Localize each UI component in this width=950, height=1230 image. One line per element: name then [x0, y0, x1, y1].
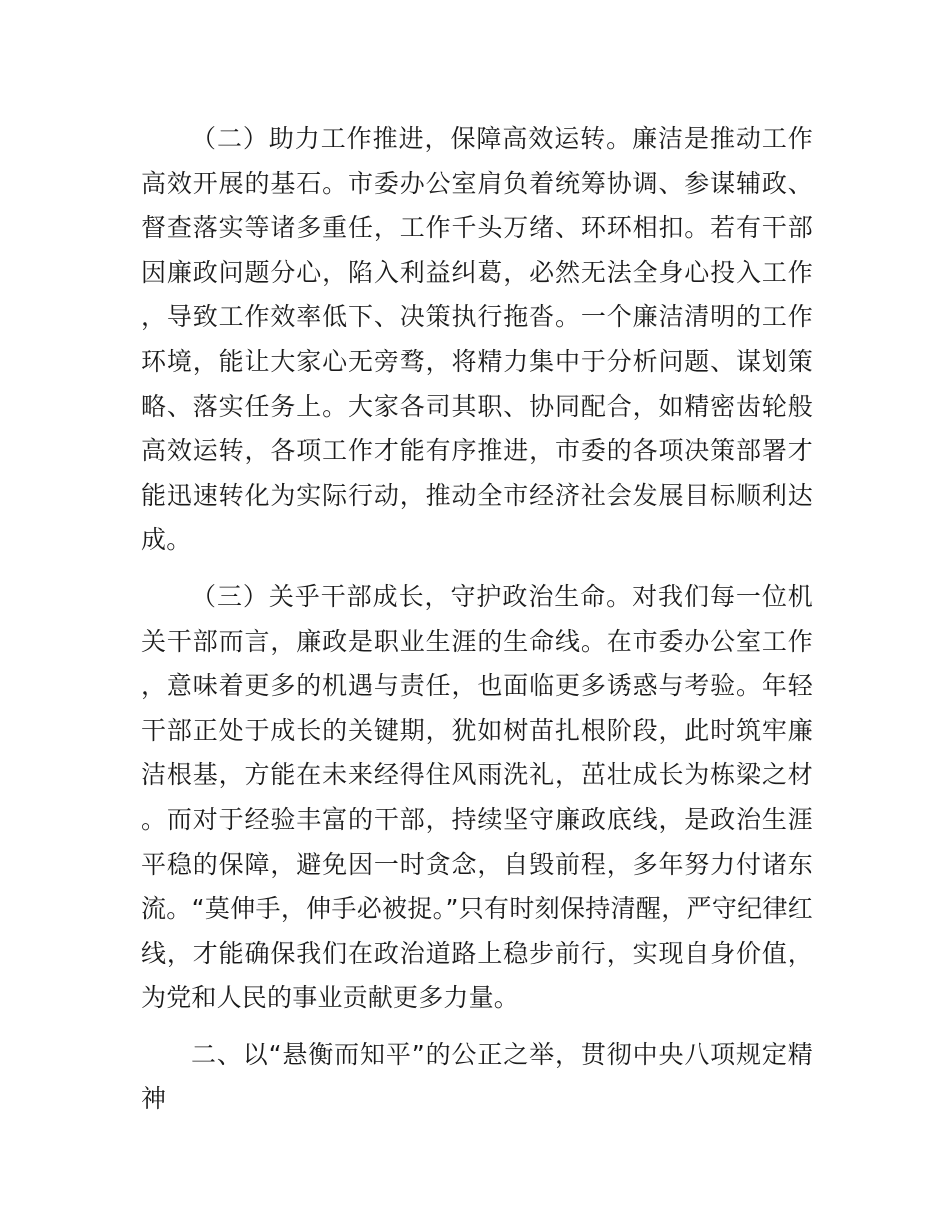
- document-body: [141, 117, 813, 1122]
- paragraph-section-3: （三）关乎干部成长，守护政治生命。对我们每一位机关干部而言，廉政是职业生涯的生命线。在市委办公室工作，意味着更多的机遇与责任，也面临更多诱惑与考验。年轻干部正处于成长的关键期，犹如树苗扎根阶段，此时筑牢廉洁根基，方能在未来经得住风雨洗礼，茁壮成长为栋梁之材。而对于经验丰富的干部，持续坚守廉政底线，是政治生涯平稳的保障，避免因一时贪念，自毁前程，多年努力付诸东流。“莫伸手，伸手必被捉。”只有时刻保持清醒，严守纪律红线，才能确保我们在政治道路上稳步前行，实现自身价值，为党和人民的事业贡献更多力量。: [141, 581, 813, 1013]
- heading-part-two: 二、以“悬衡而知平”的公正之举，贯彻中央八项规定精神: [141, 1039, 813, 1114]
- paragraph-section-2: （二）助力工作推进，保障高效运转。廉洁是推动工作高效开展的基石。市委办公室肩负着统筹协调、参谋辅政、督查落实等诸多重任，工作千头万绪、环环相扣。若有干部因廉政问题分心，陷入利益纠葛，必然无法全身心投入工作，导致工作效率低下、决策执行拖沓。一个廉洁清明的工作环境，能让大家心无旁骛，将精力集中于分析问题、谋划策略、落实任务上。大家各司其职、协同配合，如精密齿轮般高效运转，各项工作才能有序推进，市委的各项决策部署才能迅速转化为实际行动，推动全市经济社会发展目标顺利达成。: [141, 124, 813, 555]
